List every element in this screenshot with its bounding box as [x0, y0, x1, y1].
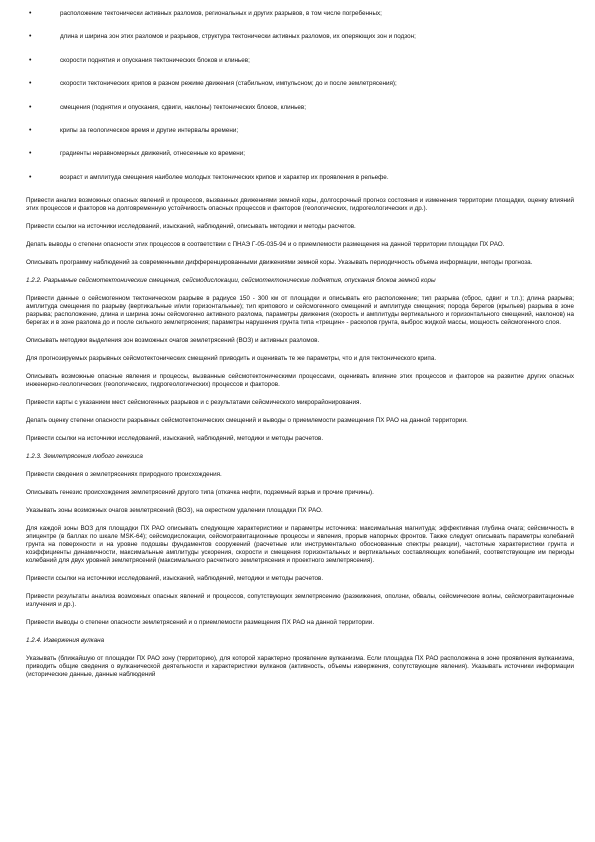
paragraph: Привести данные о сейсмогенном тектоническом разрыве в радиусе 150 - 300 км от площадки и описывать его расположение; тип разрыва (сброс, сдвиг и т.п.); длина разрыва; амплитуда смещения по разрыву (вертикальные и/или горизонтальные); тип крипового и сейсмогенного смещений и амплитуде смещения; порода берегов (крыльев) разрыва в зоне разрыва; расположение, длина и ширина зоны сейсмогенно активного разлома, параметры движения (скорость и амплитуды вертикального и горизонтального смещений, наклонов) на берегах и в зоне разлома до и после сильного землетрясения; параметры нарушения грунта типа «трещин» - расколов грунта, выброс жидкой массы, мощность сейсмогенного слоя.: [26, 295, 574, 327]
bullet-list: [26, 10, 574, 182]
list-item: • смещения (поднятия и опускания, сдвиги, наклоны) тектонических блоков, клиньев;: [26, 104, 574, 112]
list-item: • градиенты неравномерных движений, отнесенные ко времени;: [26, 150, 574, 158]
list-item: • скорости поднятия и опускания тектонических блоков и клиньев;: [26, 57, 574, 65]
list-item: • крипы за геологическое время и другие интервалы времени;: [26, 127, 574, 135]
paragraph: Описывать возможные опасные явления и процессы, вызванные сейсмотектоническими процессами, оценивать влияние этих процессов и факторов на развитие других опасных инженерно-геологических (геологических, гидрогеологических) процессов и факторов.: [26, 373, 574, 389]
paragraph: Указывать (ближайшую от площадки ПХ РАО зону (территорию), для которой характерно проявление вулканизма. Если площадка ПХ РАО расположена в зоне проявления вулканизма, приводить общие сведения о вулканической деятельности и характеристики вулканов (активность, объемы извержения, сопутствующие явления). Указывать источники информации (исторические данные, данные наблюдений: [26, 655, 574, 679]
paragraph: Привести результаты анализа возможных опасных явлений и процессов, сопутствующих землетрясению (разжижения, оползни, обвалы, сейсмические волны, сейсмогравитационные излучения и др.).: [26, 593, 574, 609]
paragraph: Для каждой зоны ВОЗ для площадки ПХ РАО описывать следующие характеристики и параметры источника: максимальная магнитуда; эффективная глубина очага; сейсмичность в эпицентре (в баллах по шкале MSK-64); сейсмодислокации, сейсмогравитационные процессы и явления, прорыв напорных фронтов. Также следует описывать параметры колебаний грунта на поверхности и на уровне подошвы фундаментов сооружений (расчетные или инструментально обоснованные спектры реакции), частотные характеристики грунта и коэффициенты динамичности, максимальные амплитуды ускорения, скорости и смещения горизонтальных и вертикальных составляющих колебаний, соответствующие им периоды колебаний для двух уровней землетрясений (максимального расчетного землетрясения и проектного землетрясения).: [26, 525, 574, 565]
paragraph: Описывать программу наблюдений за современными дифференцированными движениями земной коры. Указывать периодичность объема информации, методы прогноза.: [26, 259, 533, 267]
paragraph: Привести ссылки на источники исследований, изысканий, наблюдений, методики и методы расчетов.: [26, 575, 324, 583]
list-item: • скорости тектонических крипов в разном режиме движения (стабильном, импульсном; до и после землетрясения);: [26, 80, 574, 88]
paragraph: Привести карты с указанием мест сейсмогенных разрывов и с результатами сейсмического микрорайонирования.: [26, 399, 362, 407]
section-heading: 1.2.2. Разрывные сейсмотектонические смещения, сейсмодислокации, сейсмотектонические поднятия, опускания блоков земной коры: [26, 277, 436, 285]
paragraph: Для прогнозируемых разрывных сейсмотектонических смещений приводить и оценивать те же параметры, что и для тектонического крипа.: [26, 355, 437, 363]
paragraph: Делать выводы о степени опасности этих процессов в соответствии с ПНАЭ Г-05-035-94 и о приемлемости размещения на данной территории площадки ПХ РАО.: [26, 241, 505, 249]
document-page: [26, 10, 574, 689]
paragraph: Привести ссылки на источники исследований, изысканий, наблюдений, методики и методы расчетов.: [26, 435, 324, 443]
section-heading: 1.2.4. Извержения вулкана: [26, 637, 105, 645]
list-item: • длина и ширина зон этих разломов и разрывов, структура тектонически активных разломов, их оперяющих зон и подзон;: [26, 33, 574, 41]
paragraph: Указывать зоны возможных очагов землетрясений (ВОЗ), на окрестном удалении площадки ПХ РАО.: [26, 507, 323, 515]
list-item: • расположение тектонически активных разломов, региональных и других разрывов, в том числе погребенных;: [26, 10, 574, 18]
paragraph: Привести сведения о землетрясениях природного происхождения.: [26, 471, 222, 479]
section-heading: 1.2.3. Землетрясения любого генезиса: [26, 453, 143, 461]
list-item: • возраст и амплитуда смещения наиболее молодых тектонических крипов и характер их проявления в рельефе.: [26, 174, 574, 182]
paragraph: Описывать методики выделения зон возможных очагов землетрясений (ВОЗ) и активных разломов.: [26, 337, 320, 345]
paragraph: Делать оценку степени опасности разрывных сейсмотектонических смещений и выводы о приемлемости размещения ПХ РАО на данной территории.: [26, 417, 468, 425]
paragraph: Привести выводы о степени опасности землетрясений и о приемлемости размещения ПХ РАО на данной территории.: [26, 619, 375, 627]
paragraph: Привести анализ возможных опасных явлений и процессов, вызванных движениями земной коры, долгосрочный прогноз состояния и изменения территории площадки, оценку влияний этих процессов и факторов на долговременную устойчивость опасных процессов и факторов (геологических, гидрогеологических и др.).: [26, 197, 574, 213]
document-body: [26, 197, 574, 679]
paragraph: Описывать генезис происхождения землетрясений другого типа (откачка нефти, подземный взрыв и прочие причины).: [26, 489, 374, 497]
paragraph: Привести ссылки на источники исследований, изысканий, наблюдений, описывать методики и методы расчетов.: [26, 223, 356, 231]
